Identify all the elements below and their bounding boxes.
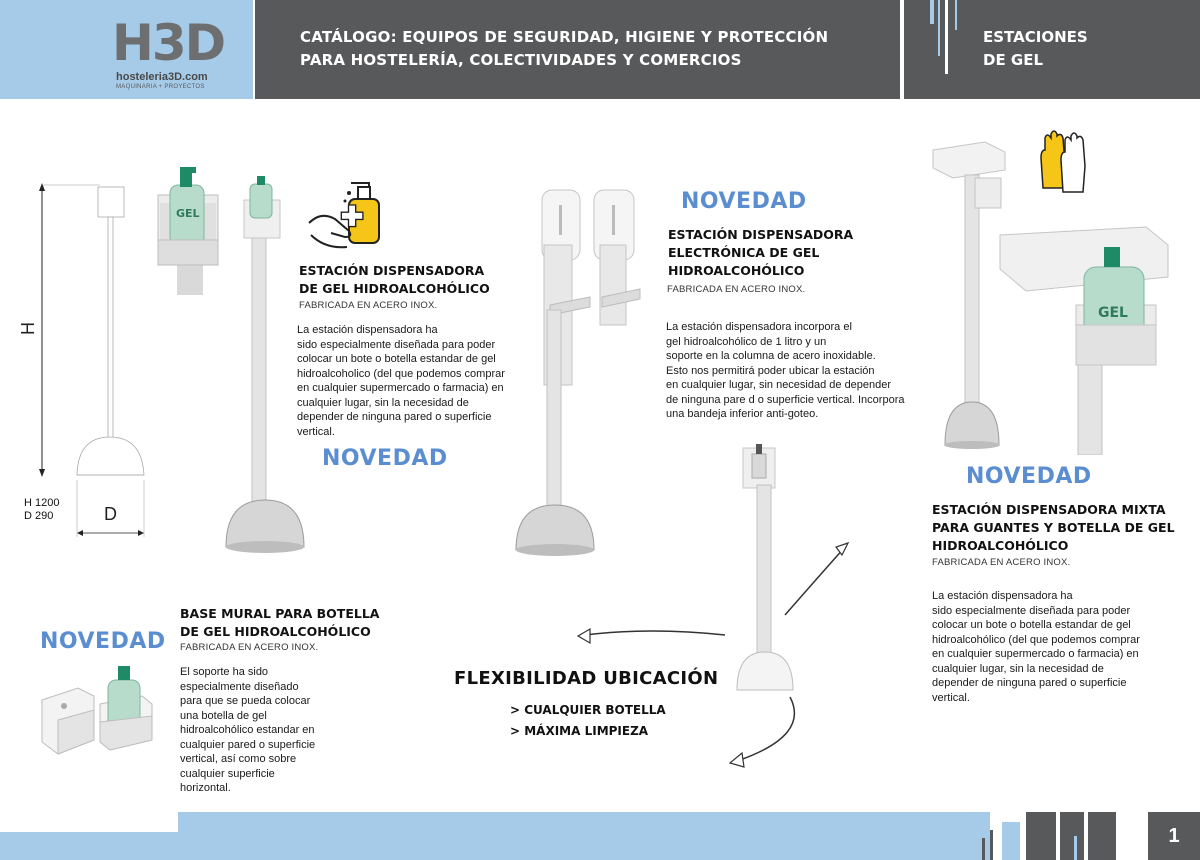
station-gel-title-line1: ESTACIÓN DISPENSADORA xyxy=(299,263,485,278)
description-line: colocar un bote o botella estandar de gel xyxy=(932,619,1131,631)
header-accent-bar xyxy=(930,0,934,24)
logo-site[interactable]: hosteleria3D.com xyxy=(116,71,208,83)
catalog-title-line1: CATÁLOGO: EQUIPOS DE SEGURIDAD, HIGIENE Y PROTECCIÓN xyxy=(300,28,829,46)
flexibility-arrows xyxy=(570,535,860,775)
footer-accent-bar xyxy=(1026,812,1056,860)
station-electronic-title xyxy=(668,226,853,280)
description-line: vertical. xyxy=(932,691,970,704)
station-mixed-title-line3: HIDROALCOHÓLICO xyxy=(932,538,1069,553)
description-line: hidroalcohólico estandar en xyxy=(180,724,315,736)
description-line: cualquier pared o superficie xyxy=(180,738,316,751)
description-line: en cualquier supermercado o farmacia) en xyxy=(297,382,504,394)
footer-band xyxy=(178,812,990,860)
description-line: vertical. xyxy=(297,425,335,438)
description-line: depender de ninguna pared o superficie xyxy=(297,411,492,423)
dimension-height-value: H 1200 xyxy=(24,497,60,509)
logo-tagline: MAQUINARIA + PROYECTOS xyxy=(116,84,205,90)
description-line: de ninguna pare d o superficie vertical. Incorpora xyxy=(666,393,905,406)
section-title-line1: ESTACIONES xyxy=(983,28,1088,46)
description-line: colocar un bote o botella estandar de gel xyxy=(297,353,496,365)
catalog-title-line2: PARA HOSTELERÍA, COLECTIVIDADES Y COMERCIOS xyxy=(300,51,742,69)
footer-accent-bar xyxy=(1074,836,1077,860)
mixed-station-closeup-image xyxy=(996,215,1171,455)
flexibility-item-bottle: > CUALQUIER BOTELLA xyxy=(510,703,666,717)
flexibility-title: FLEXIBILIDAD UBICACIÓN xyxy=(454,668,719,689)
description-line: para que se pueda colocar xyxy=(180,695,311,707)
bottle-gel-label: GEL xyxy=(176,207,200,220)
station-electronic-material: FABRICADA EN ACERO INOX. xyxy=(667,284,806,295)
wall-base-title-line2: DE GEL HIDROALCOHÓLICO xyxy=(180,624,371,639)
description-line: hidroalcoholico (del que podemos comprar xyxy=(297,367,505,380)
footer-accent-bar xyxy=(1002,822,1020,860)
station-gel-novedad-badge: NOVEDAD xyxy=(322,446,448,471)
wall-base-material: FABRICADA EN ACERO INOX. xyxy=(180,642,319,653)
hand-sanitizer-icon xyxy=(305,175,385,255)
wall-base-title-line1: BASE MURAL PARA BOTELLA xyxy=(180,606,380,621)
description-line: hidroalcohólico (del que podemos comprar xyxy=(932,633,1140,646)
station-electronic-description xyxy=(666,320,904,422)
wall-base-title xyxy=(180,605,379,641)
description-line: una botella de gel xyxy=(180,709,267,722)
bottle-gel-label-large: GEL xyxy=(1098,305,1128,321)
header-accent-bar xyxy=(955,0,957,30)
description-line: depender de ninguna pared o superficie xyxy=(932,677,1127,689)
wall-base-description xyxy=(180,665,315,796)
description-line: vertical, así como sobre xyxy=(180,753,297,765)
logo-mark: H3D xyxy=(112,14,225,72)
flexibility-item-cleaning: > MÁXIMA LIMPIEZA xyxy=(510,724,649,738)
station-mixed-title xyxy=(932,501,1175,555)
description-line: sido especialmente diseñada para poder xyxy=(932,604,1131,617)
station-electronic-title-line2: ELECTRÓNICA DE GEL xyxy=(668,245,820,260)
dimension-diameter-value: D 290 xyxy=(24,510,54,522)
description-line: El soporte ha sido xyxy=(180,666,269,678)
station-mixed-title-line2: PARA GUANTES Y BOTELLA DE GEL xyxy=(932,520,1175,535)
description-line: en cualquier supermercado o farmacia) en xyxy=(932,648,1139,660)
description-line: La estación dispensadora ha xyxy=(297,324,438,336)
description-line: La estación dispensadora ha xyxy=(932,590,1073,602)
footer-band-left xyxy=(0,832,178,860)
description-line: sido especialmente diseñada para poder xyxy=(297,338,496,351)
header-accent-bar xyxy=(945,0,948,74)
station-gel-material: FABRICADA EN ACERO INOX. xyxy=(299,300,438,311)
gloves-icon xyxy=(1035,128,1095,198)
description-line: soporte en la columna de acero inoxidable. xyxy=(666,350,876,362)
footer-accent-bar xyxy=(1060,812,1084,860)
dimension-drawing xyxy=(20,175,170,550)
gel-station-image xyxy=(222,172,308,557)
description-line: gel hidroalcohólico de 1 litro y un xyxy=(666,335,827,348)
description-line: especialmente diseñado xyxy=(180,680,299,693)
wall-base-novedad-badge: NOVEDAD xyxy=(40,629,166,654)
station-electronic-title-line1: ESTACIÓN DISPENSADORA xyxy=(668,227,854,242)
footer-accent-bar xyxy=(982,838,985,860)
catalog-title xyxy=(300,26,828,72)
footer-accent-bar xyxy=(990,830,993,860)
station-mixed-description xyxy=(932,589,1140,705)
wall-base-image xyxy=(38,660,158,760)
description-line: cualquier lugar, sin la necesidad de xyxy=(932,662,1104,675)
dimension-d-letter: D xyxy=(104,504,117,524)
description-line: cualquier superficie xyxy=(180,767,275,780)
page-number: 1 xyxy=(1148,812,1200,860)
description-line: cualquier lugar, sin la necesidad de xyxy=(297,396,469,409)
description-line: horizontal. xyxy=(180,782,231,794)
station-gel-title-line2: DE GEL HIDROALCOHÓLICO xyxy=(299,281,490,296)
description-line: La estación dispensadora incorpora el xyxy=(666,321,852,333)
description-line: una bandeja inferior anti-goteo. xyxy=(666,408,819,420)
footer-accent-bar xyxy=(1088,812,1116,860)
section-title-line2: DE GEL xyxy=(983,51,1044,69)
station-electronic-novedad-badge: NOVEDAD xyxy=(681,189,807,214)
station-mixed-material: FABRICADA EN ACERO INOX. xyxy=(932,557,1071,568)
section-title xyxy=(983,26,1088,72)
electronic-station-closeup-image xyxy=(590,185,645,330)
gel-holder-closeup-image xyxy=(155,165,225,295)
station-gel-description xyxy=(297,323,505,439)
station-electronic-title-line3: HIDROALCOHÓLICO xyxy=(668,263,805,278)
header-accent-bar xyxy=(938,0,940,56)
description-line: Esto nos permitirá poder ubicar la estación xyxy=(666,364,875,377)
station-gel-title xyxy=(299,262,490,298)
dimension-h-letter: H xyxy=(18,322,38,335)
station-mixed-title-line1: ESTACIÓN DISPENSADORA MIXTA xyxy=(932,502,1166,517)
station-mixed-novedad-badge: NOVEDAD xyxy=(966,464,1092,489)
description-line: en cualquier lugar, sin necesidad de depender xyxy=(666,379,892,391)
